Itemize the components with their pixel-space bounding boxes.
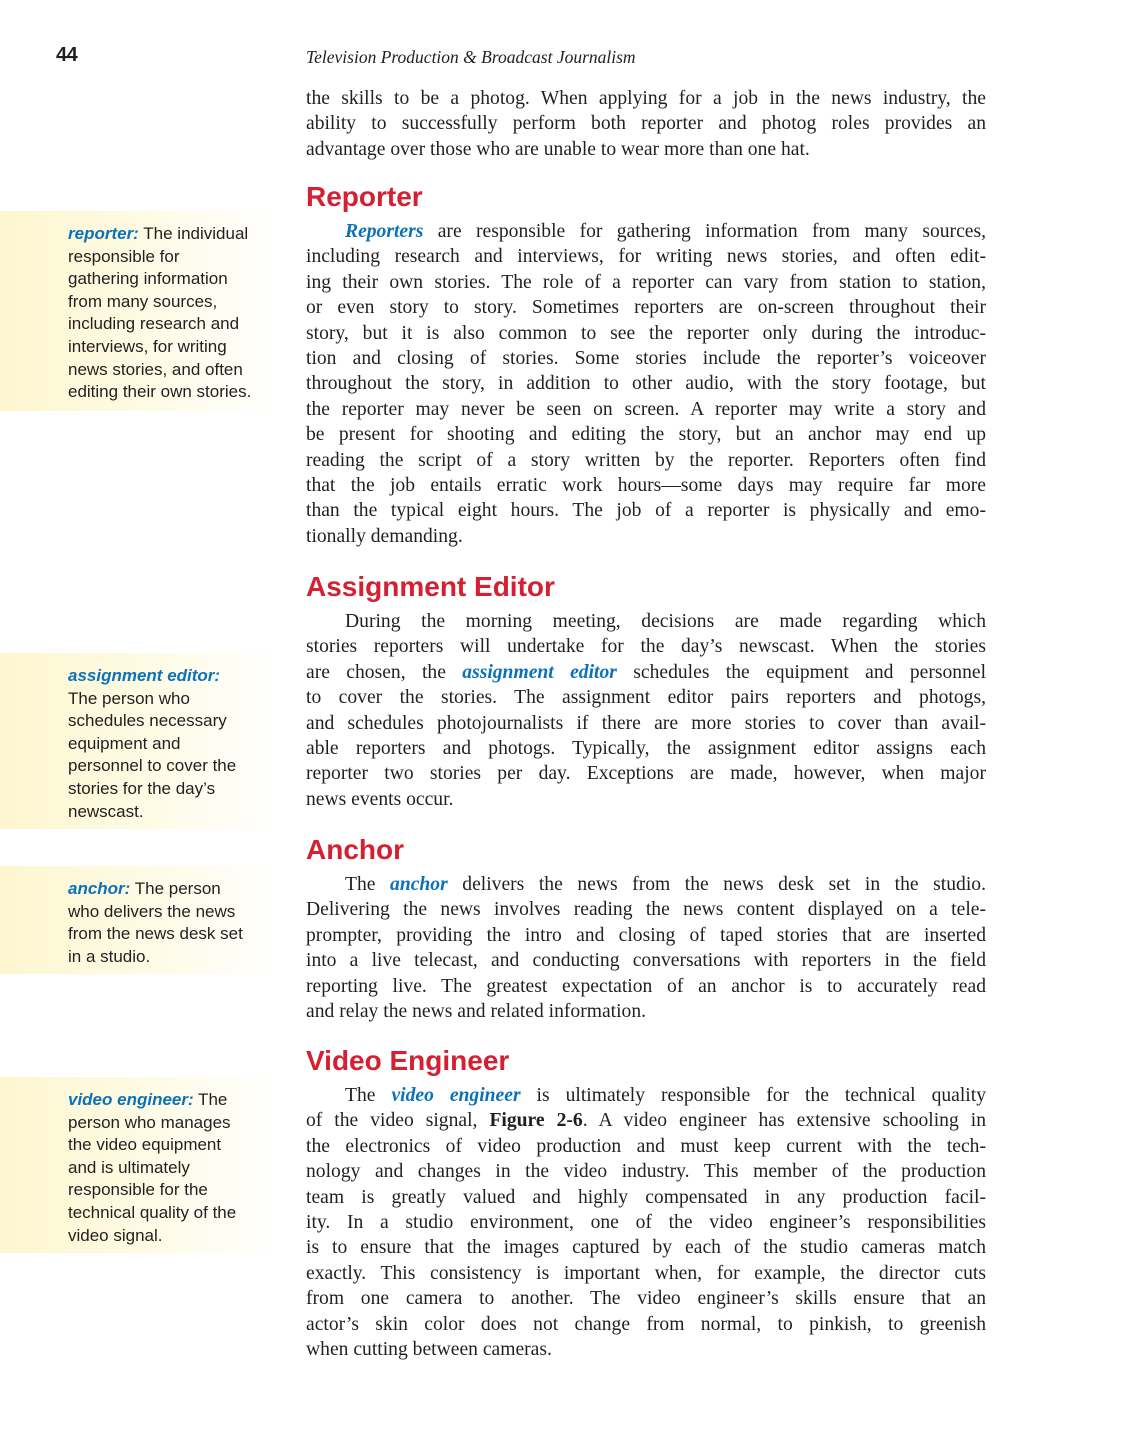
glossary-line: stories for the day’s	[68, 778, 216, 798]
page-number: 44	[56, 44, 78, 66]
text-line: from one camera to another. The video engineer’s skills ensure that an	[306, 1288, 986, 1310]
text-line: throughout the story, in addition to other audio, with the story footage, but	[306, 373, 986, 395]
glossary-line: gathering information	[68, 269, 228, 289]
glossary-text: The	[193, 1090, 228, 1109]
text-fragment: schedules the equipment and personnel	[616, 661, 987, 683]
glossary-line: editing their own stories.	[68, 382, 252, 402]
section-heading: Reporter	[306, 181, 423, 212]
glossary-box-video-engineer	[0, 1077, 280, 1253]
text-line	[306, 1108, 986, 1133]
glossary-term: reporter:	[68, 224, 139, 243]
text-line: news events occur.	[306, 788, 454, 810]
glossary-line: interviews, for writing	[68, 336, 227, 356]
text-line: reading the script of a story written by the reporter. Reporters often find	[306, 449, 986, 471]
glossary-line: from many sources,	[68, 291, 218, 311]
glossary-line	[68, 223, 274, 246]
glossary-line	[68, 1089, 274, 1112]
text-line: that the job entails erratic work hours—some days may require far more	[306, 475, 986, 497]
glossary-text: The person	[130, 879, 221, 898]
text-fragment: are chosen, the	[306, 661, 463, 683]
text-line: than the typical eight hours. The job of a reporter is physically and emo-	[306, 500, 986, 522]
glossary-line: schedules necessary	[68, 711, 227, 731]
text-line	[306, 219, 986, 244]
text-line: reporter two stories per day. Exceptions are made, however, when major	[306, 763, 986, 785]
glossary-line: person who manages	[68, 1112, 231, 1132]
text-line: ity. In a studio environment, one of the video engineer’s responsibilities	[306, 1212, 986, 1234]
text-line: into a live telecast, and conducting conversations with reporters in the field	[306, 950, 986, 972]
text-line: tionally demanding.	[306, 525, 463, 547]
glossary-line: video signal.	[68, 1225, 163, 1245]
text-fragment: delivers the news from the news desk set in the studio.	[447, 874, 986, 895]
text-line: ability to successfully perform both reporter and photog roles provides an	[306, 113, 986, 135]
glossary-line: responsible for the	[68, 1180, 208, 1200]
text-line: advantage over those who are unable to wear more than one hat.	[306, 138, 810, 160]
glossary-line: technical quality of the	[68, 1202, 237, 1222]
glossary-line: and is ultimately	[68, 1157, 190, 1177]
text-line: exactly. This consistency is important when, for example, the director cuts	[306, 1262, 986, 1284]
glossary-line: personnel to cover the	[68, 756, 237, 776]
section-heading: Assignment Editor	[306, 571, 555, 602]
glossary-term: assignment editor:	[68, 666, 221, 685]
glossary-line: equipment and	[68, 733, 181, 753]
text-line: to cover the stories. The assignment editor pairs reporters and photogs,	[306, 687, 986, 709]
section-anchor	[306, 834, 986, 1024]
section-heading: Video Engineer	[306, 1045, 510, 1076]
text-line: stories reporters will undertake for the day’s newscast. When the stories	[306, 636, 986, 658]
text-line: reporting live. The greatest expectation of an anchor is to accurately read	[306, 975, 986, 997]
section-assignment-editor	[306, 571, 986, 812]
text-line: the electronics of video production and must keep current with the tech-	[306, 1135, 986, 1157]
intro-paragraph	[306, 86, 986, 162]
text-fragment: The	[345, 874, 391, 895]
text-line: the reporter may never be seen on screen. A reporter may write a story and	[306, 398, 986, 420]
running-head: Television Production & Broadcast Journalism	[306, 47, 636, 67]
text-line	[306, 660, 986, 685]
text-line: During the morning meeting, decisions are made regarding which	[345, 611, 986, 632]
text-line: Delivering the news involves reading the news content displayed on a tele-	[306, 899, 986, 921]
section-body	[306, 609, 986, 812]
text-line: be present for shooting and editing the story, but an anchor may end up	[306, 424, 986, 446]
glossary-line	[68, 665, 274, 688]
key-term: Reporters	[345, 221, 424, 242]
text-line: including research and interviews, for writing news stories, and often edit-	[306, 246, 986, 268]
glossary-line: responsible for	[68, 246, 180, 266]
text-line: or even story to story. Sometimes reporters are on-screen throughout their	[306, 297, 986, 319]
text-fragment: of the video signal,	[306, 1110, 490, 1132]
text-line: able reporters and photogs. Typically, the assignment editor assigns each	[306, 738, 986, 760]
glossary-line: the video equipment	[68, 1135, 222, 1155]
glossary-box-reporter	[0, 211, 280, 411]
text-line: story, but it is also common to see the reporter only during the introduc-	[306, 322, 986, 344]
glossary-line	[68, 878, 274, 901]
text-line: and relay the news and related information.	[306, 1001, 647, 1023]
glossary-term: anchor:	[68, 879, 131, 898]
text-line: when cutting between cameras.	[306, 1339, 552, 1361]
glossary-line: who delivers the news	[68, 901, 236, 921]
section-body	[306, 872, 986, 1024]
section-reporter	[306, 181, 986, 549]
text-line: tion and closing of stories. Some stories include the reporter’s voiceover	[306, 348, 986, 370]
section-heading: Anchor	[306, 834, 404, 865]
text-line: nology and changes in the video industry. This member of the production	[306, 1161, 986, 1183]
glossary-box-assignment-editor	[0, 653, 280, 829]
text-line: prompter, providing the intro and closing of taped stories that are inserted	[306, 924, 986, 946]
glossary-line: The person who	[68, 688, 190, 708]
text-line: the skills to be a photog. When applying for a job in the news industry, the	[306, 88, 986, 109]
glossary-line: in a studio.	[68, 946, 151, 966]
text-line: team is greatly valued and highly compensated in any production facil-	[306, 1186, 986, 1208]
section-video-engineer	[306, 1045, 986, 1362]
section-body	[306, 219, 986, 549]
glossary-line: news stories, and often	[68, 359, 243, 379]
glossary-box-anchor	[0, 866, 280, 974]
text-line: ing their own stories. The role of a reporter can vary from station to station,	[306, 271, 986, 293]
text-line: is to ensure that the images captured by each of the studio cameras match	[306, 1237, 986, 1259]
text-line: actor’s skin color does not change from normal, to pinkish, to greenish	[306, 1313, 986, 1335]
glossary-line: from the news desk set	[68, 924, 243, 944]
glossary-line: newscast.	[68, 801, 144, 821]
glossary-text: The individual	[138, 224, 249, 243]
key-term: assignment editor	[462, 661, 617, 683]
section-body	[306, 1083, 986, 1362]
text-fragment: are responsible for gathering information from many sources,	[423, 221, 986, 242]
text-fragment: The	[345, 1085, 392, 1106]
key-term: video engineer	[391, 1085, 521, 1106]
glossary-term: video engineer:	[68, 1090, 194, 1109]
glossary-line: including research and	[68, 314, 240, 334]
text-line: and schedules photojournalists if there are more stories to cover than avail-	[306, 712, 986, 734]
text-line	[306, 1083, 986, 1108]
text-line	[306, 872, 986, 897]
key-term: anchor	[390, 874, 448, 895]
figure-reference[interactable]: Figure 2-6	[489, 1110, 583, 1132]
text-fragment: is ultimately responsible for the technical quality	[520, 1085, 986, 1106]
text-fragment: . A video engineer has extensive schooling in	[582, 1110, 986, 1132]
